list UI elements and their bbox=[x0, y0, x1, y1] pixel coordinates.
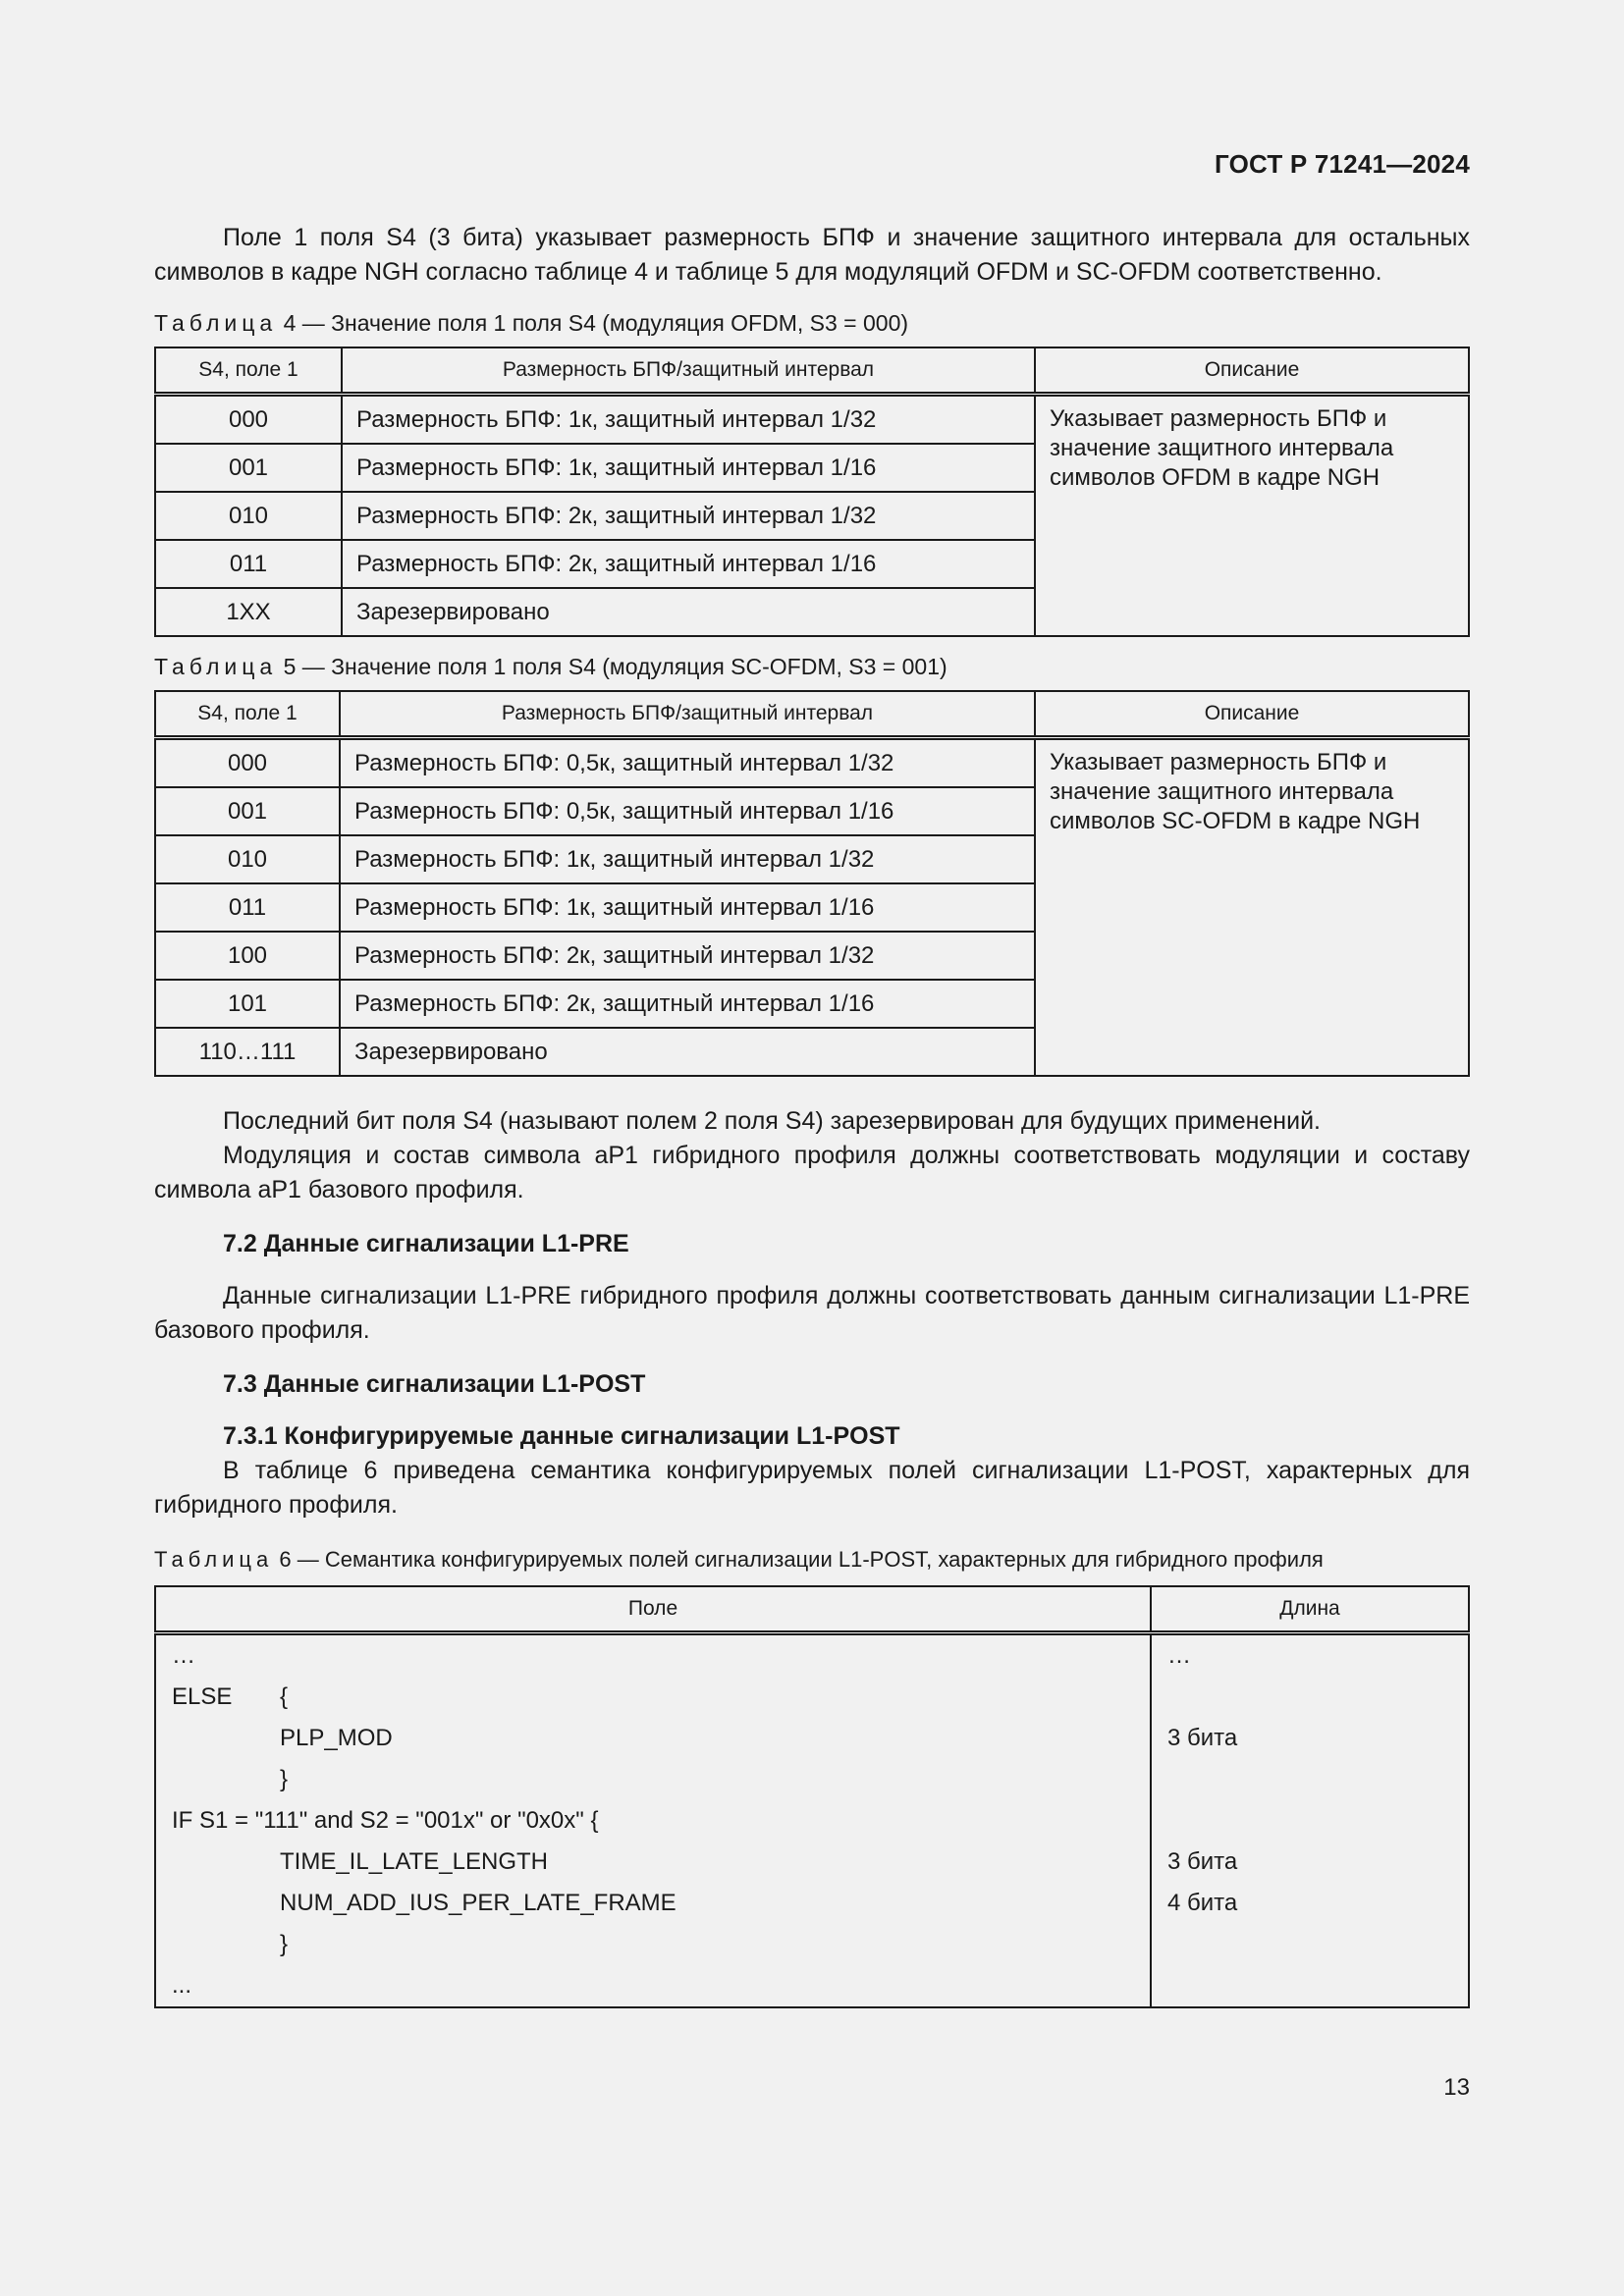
table6-cell-field: NUM_ADD_IUS_PER_LATE_FRAME bbox=[155, 1883, 1151, 1924]
table-row bbox=[155, 1633, 1469, 1678]
table4-cell-code: 001 bbox=[155, 444, 342, 492]
table4-header-size: Размерность БПФ/защитный интервал bbox=[342, 347, 1035, 395]
table6-keyword: … bbox=[172, 1642, 195, 1669]
table-row bbox=[155, 1677, 1469, 1718]
table6-cell-length: 3 бита bbox=[1151, 1718, 1469, 1759]
page-number: 13 bbox=[1443, 2074, 1470, 2101]
table5-cell-code: 100 bbox=[155, 932, 340, 980]
table-row bbox=[155, 1924, 1469, 1965]
table5-cell-code: 101 bbox=[155, 980, 340, 1028]
table5-cell-code: 010 bbox=[155, 835, 340, 883]
modulation-paragraph: Модуляция и состав символа aP1 гибридного профиля должны соответствовать модуляции и составу символа aP1 базового профиля. bbox=[154, 1142, 1470, 1203]
table6-cell-length bbox=[1151, 1759, 1469, 1800]
table4-cell-size: Размерность БПФ: 1к, защитный интервал 1/16 bbox=[342, 444, 1035, 492]
table5-caption-text: 5 — Значение поля 1 поля S4 (модуляция SC-OFDM, S3 = 001) bbox=[283, 654, 947, 679]
table5-cell-code: 000 bbox=[155, 738, 340, 788]
table6-caption bbox=[154, 1544, 1470, 1575]
section-7-3-1-heading: 7.3.1 Конфигурируемые данные сигнализации L1-POST bbox=[223, 1422, 900, 1450]
table5-cell-description: Указывает размерность БПФ и значение защитного интервала символов SC-OFDM в кадре NGH bbox=[1035, 738, 1469, 1077]
section-7-2-paragraph: Данные сигнализации L1-PRE гибридного профиля должны соответствовать данным сигнализации L1-PRE базового профиля. bbox=[154, 1282, 1470, 1344]
table4-cell-code: 011 bbox=[155, 540, 342, 588]
table4-caption bbox=[154, 307, 1470, 339]
section-7-3-1-paragraph: В таблице 6 приведена семантика конфигурируемых полей сигнализации L1-POST, характерных для гибридного профиля. bbox=[154, 1457, 1470, 1519]
table6-caption-text: 6 — Семантика конфигурируемых полей сигнализации L1-POST, характерных для гибридного профиля bbox=[279, 1547, 1324, 1572]
table6-cell-field bbox=[155, 1677, 1151, 1718]
table-row bbox=[155, 395, 1469, 445]
table4 bbox=[154, 347, 1470, 637]
table4-cell-size: Размерность БПФ: 2к, защитный интервал 1/32 bbox=[342, 492, 1035, 540]
intro-paragraph: Поле 1 поля S4 (3 бита) указывает размерность БПФ и значение защитного интервала для остальных символов в кадре NGH согласно таблице 4 и таблице 5 для модуляций OFDM и SC-OFDM соответственно. bbox=[154, 224, 1470, 286]
table4-cell-size: Размерность БПФ: 1к, защитный интервал 1/32 bbox=[342, 395, 1035, 445]
table4-cell-size: Зарезервировано bbox=[342, 588, 1035, 636]
table6 bbox=[154, 1585, 1470, 2008]
table4-caption-text: 4 — Значение поля 1 поля S4 (модуляция OFDM, S3 = 000) bbox=[283, 310, 909, 336]
table6-caption-word: Таблица bbox=[154, 1547, 274, 1572]
table4-cell-code: 010 bbox=[155, 492, 342, 540]
table5-caption-word: Таблица bbox=[154, 654, 278, 679]
document-code: ГОСТ Р 71241—2024 bbox=[1215, 149, 1470, 179]
table6-cell-length: 3 бита bbox=[1151, 1842, 1469, 1883]
table6-cell-field: PLP_MOD bbox=[155, 1718, 1151, 1759]
table6-cell-field: IF S1 = "111" and S2 = "001x" or "0x0x" { bbox=[155, 1800, 1151, 1842]
table6-cell-field: TIME_IL_LATE_LENGTH bbox=[155, 1842, 1151, 1883]
table-row bbox=[155, 1759, 1469, 1800]
table4-cell-size: Размерность БПФ: 2к, защитный интервал 1/16 bbox=[342, 540, 1035, 588]
table5-cell-size: Зарезервировано bbox=[340, 1028, 1035, 1076]
table-row bbox=[155, 1842, 1469, 1883]
table6-cell-field: } bbox=[155, 1759, 1151, 1800]
table4-cell-code: 1XX bbox=[155, 588, 342, 636]
table5-header-code: S4, поле 1 bbox=[155, 691, 340, 738]
table6-cell-length bbox=[1151, 1965, 1469, 2007]
table5-cell-size: Размерность БПФ: 1к, защитный интервал 1/16 bbox=[340, 883, 1035, 932]
table6-cell-length: 4 бита bbox=[1151, 1883, 1469, 1924]
table6-cell-field: } bbox=[155, 1924, 1151, 1965]
table6-cell-length bbox=[1151, 1924, 1469, 1965]
table-row bbox=[155, 1965, 1469, 2007]
table-row bbox=[155, 1800, 1469, 1842]
table5-header-description: Описание bbox=[1035, 691, 1469, 738]
section-7-2-heading: 7.2 Данные сигнализации L1-PRE bbox=[223, 1230, 629, 1257]
table6-keyword: ELSE bbox=[172, 1683, 233, 1710]
table-row bbox=[155, 1718, 1469, 1759]
table6-field-name: { bbox=[280, 1683, 289, 1710]
table5-cell-size: Размерность БПФ: 0,5к, защитный интервал 1/16 bbox=[340, 787, 1035, 835]
table6-cell-length: … bbox=[1151, 1633, 1469, 1678]
table5-cell-size: Размерность БПФ: 2к, защитный интервал 1/16 bbox=[340, 980, 1035, 1028]
last-bit-paragraph: Последний бит поля S4 (называют полем 2 поля S4) зарезервирован для будущих применений. bbox=[223, 1107, 1321, 1135]
page-content bbox=[154, 221, 1470, 2008]
table5-cell-code: 011 bbox=[155, 883, 340, 932]
table5-header-size: Размерность БПФ/защитный интервал bbox=[340, 691, 1035, 738]
table4-cell-description: Указывает размерность БПФ и значение защитного интервала символов OFDM в кадре NGH bbox=[1035, 395, 1469, 637]
table5-cell-size: Размерность БПФ: 1к, защитный интервал 1/32 bbox=[340, 835, 1035, 883]
table6-header-length: Длина bbox=[1151, 1586, 1469, 1633]
table4-caption-word: Таблица bbox=[154, 310, 278, 336]
section-7-3-heading: 7.3 Данные сигнализации L1-POST bbox=[223, 1370, 646, 1398]
table6-header-field: Поле bbox=[155, 1586, 1151, 1633]
table6-cell-field: ... bbox=[155, 1965, 1151, 2007]
table5-cell-code: 110…111 bbox=[155, 1028, 340, 1076]
table-row bbox=[155, 1883, 1469, 1924]
table4-header-description: Описание bbox=[1035, 347, 1469, 395]
table4-cell-code: 000 bbox=[155, 395, 342, 445]
table6-cell-length bbox=[1151, 1800, 1469, 1842]
table-row bbox=[155, 738, 1469, 788]
table5-cell-size: Размерность БПФ: 2к, защитный интервал 1/32 bbox=[340, 932, 1035, 980]
table5-caption bbox=[154, 651, 1470, 682]
table5-cell-size: Размерность БПФ: 0,5к, защитный интервал 1/32 bbox=[340, 738, 1035, 788]
table6-cell-length bbox=[1151, 1677, 1469, 1718]
table4-header-code: S4, поле 1 bbox=[155, 347, 342, 395]
table5 bbox=[154, 690, 1470, 1077]
table6-cell-field bbox=[155, 1633, 1151, 1678]
table5-cell-code: 001 bbox=[155, 787, 340, 835]
